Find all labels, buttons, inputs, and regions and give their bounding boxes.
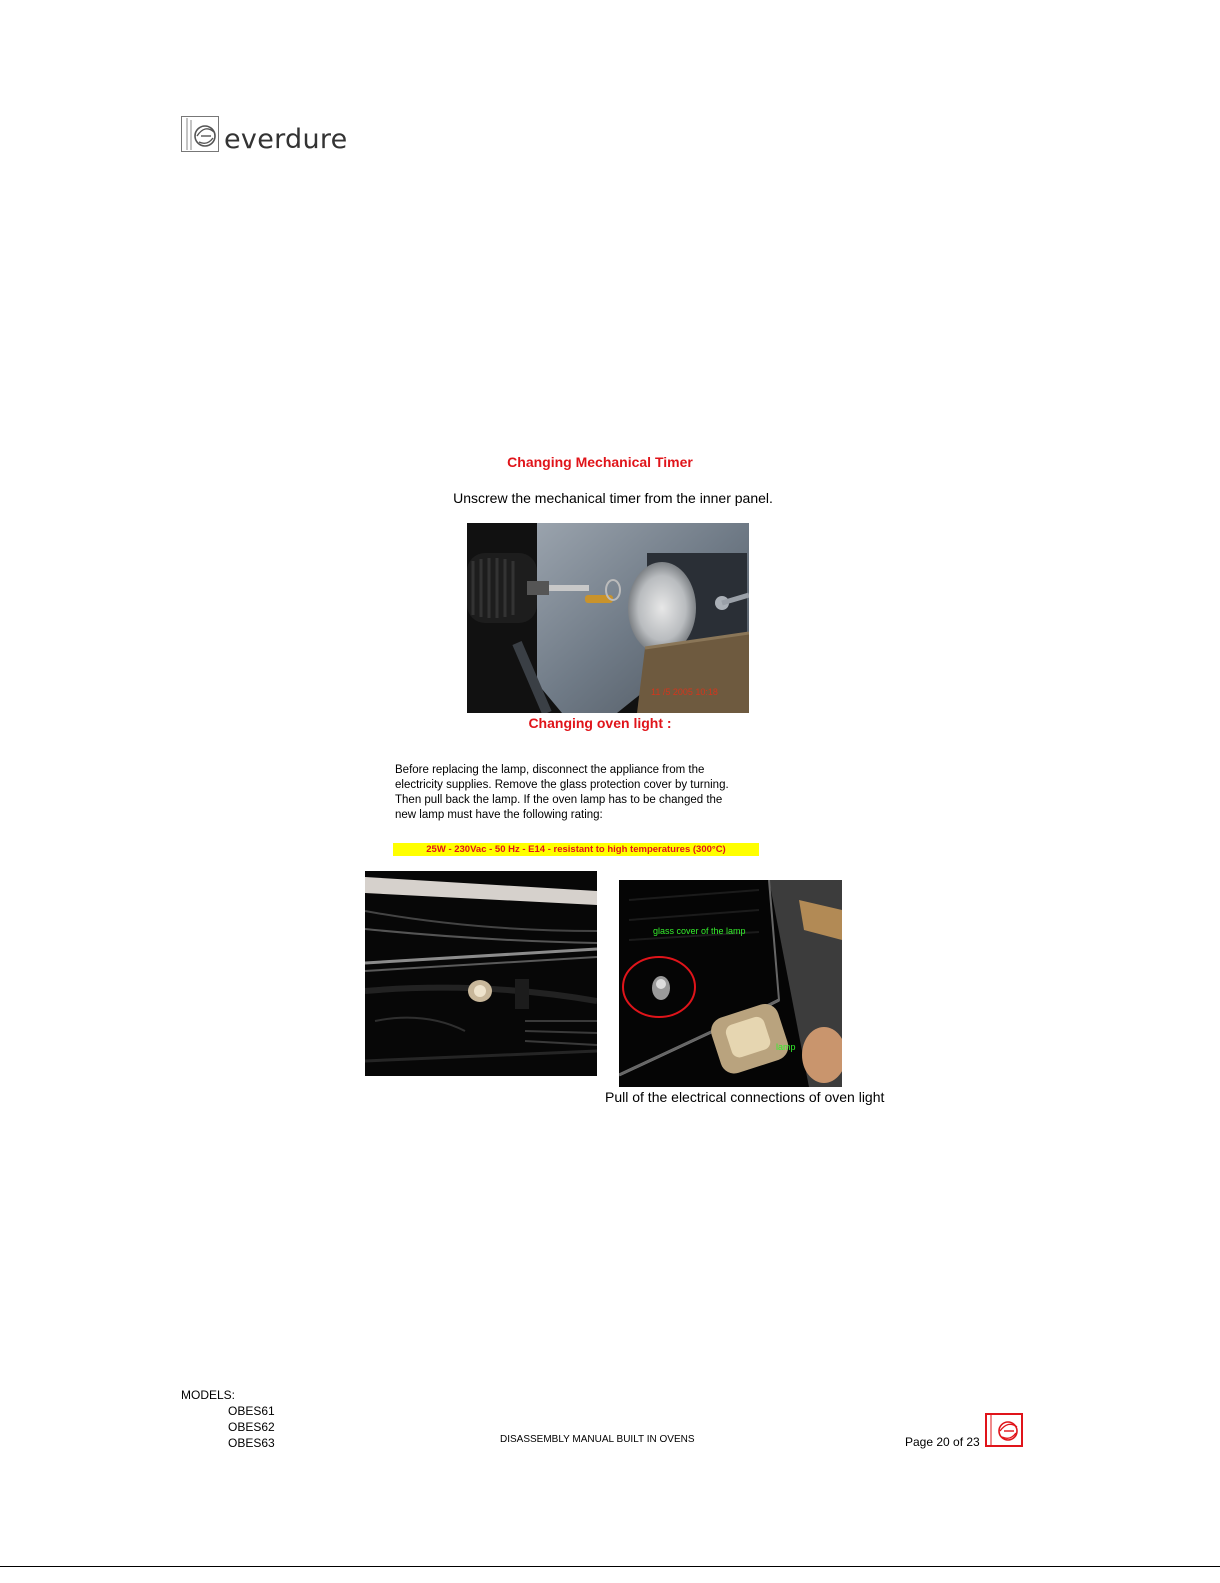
model-item: OBES62: [228, 1420, 275, 1434]
page-bottom-rule: [0, 1566, 1220, 1567]
model-item: OBES61: [228, 1404, 275, 1418]
paragraph-line: Then pull back the lamp. If the oven lamp has to be changed the: [395, 794, 723, 806]
brand-name: everdure: [224, 124, 348, 155]
paragraph-line: electricity supplies. Remove the glass protection cover by turning.: [395, 779, 729, 791]
footer-logo-icon: [985, 1413, 1023, 1447]
section-title-timer: Changing Mechanical Timer: [507, 454, 693, 470]
oven-light-paragraph: [395, 763, 795, 823]
photo-date-stamp: 11 /5 2005 10:18: [651, 687, 718, 697]
page-number: Page 20 of 23: [905, 1435, 980, 1449]
manual-title: DISASSEMBLY MANUAL BUILT IN OVENS: [500, 1434, 695, 1445]
lamp-rating-highlight: 25W - 230Vac - 50 Hz - E14 - resistant to high temperatures (300°C): [393, 843, 759, 856]
brand-logo-icon: [181, 116, 219, 152]
section-title-oven-light: Changing oven light :: [528, 715, 672, 731]
models-list: [228, 1403, 275, 1451]
timer-instruction: Unscrew the mechanical timer from the inner panel.: [453, 490, 773, 506]
label-lamp: lamp: [776, 1042, 796, 1052]
paragraph-line: new lamp must have the following rating:: [395, 809, 603, 821]
label-glass-cover: glass cover of the lamp: [653, 926, 746, 936]
models-label: MODELS:: [181, 1388, 236, 1402]
paragraph-line: Before replacing the lamp, disconnect the appliance from the: [395, 764, 705, 776]
photo-caption: Pull of the electrical connections of oven light: [605, 1089, 885, 1105]
oven-interior-photo: [365, 871, 597, 1076]
timer-photo: [467, 523, 749, 713]
model-item: OBES63: [228, 1436, 275, 1450]
lamp-removal-photo: [619, 880, 842, 1087]
